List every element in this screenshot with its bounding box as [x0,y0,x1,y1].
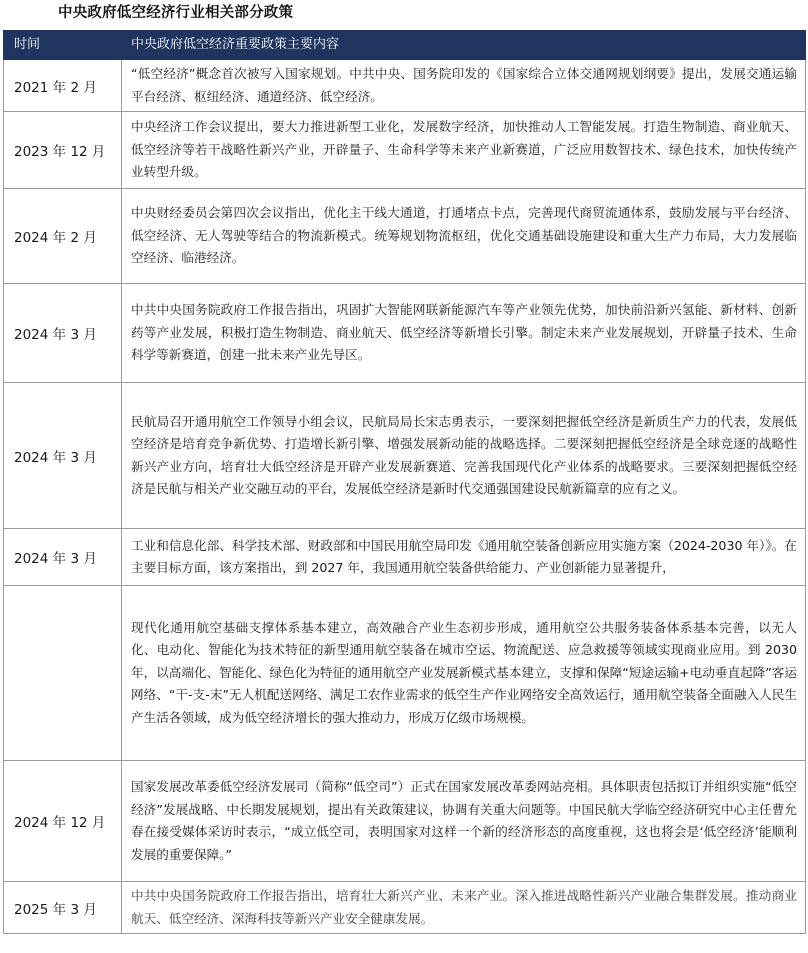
date-cell-empty [4,586,122,761]
date-cell: 2023 年 12 月 [4,112,122,189]
date-cell: 2021 年 2 月 [4,60,122,112]
date-cell: 2024 年 3 月 [4,529,122,586]
table-row [4,60,806,112]
content-cell: 中共中央国务院政府工作报告指出，培育壮大新兴产业、未来产业。深入推进战略性新兴产业融合集群发展。推动商业航天、低空经济、深海科技等新兴产业安全健康发展。 [122,882,806,934]
document-title: 中央政府低空经济行业相关部分政策 [58,5,294,21]
content-cell: 民航局召开通用航空工作领导小组会议，民航局局长宋志勇表示，一要深刻把握低空经济是新质生产力的代表，发展低空经济是培育竞争新优势、打造增长新引擎、增强发展新动能的战略选择。二要深刻把握低空经济是全球竞逐的战略性新兴产业方向，培育壮大低空经济是开辟产业发展新赛道、完善我国现代化产业体系的战略要求。三要深刻把握低空经济是民航与相关产业交融互动的平台，发展低空经济是新时代交通强国建设民航新篇章的应有之义。 [122,383,806,529]
table-row [4,529,806,586]
policy-table [3,30,806,934]
table-row [4,761,806,882]
table-row [4,284,806,383]
content-cell: 工业和信息化部、科学技术部、财政部和中国民用航空局印发《通用航空装备创新应用实施方案（2024-2030 年）》。在主要目标方面，该方案指出，到 2027 年，我国通用航空装备供给能力、产业创新能力显著提升， [122,529,806,586]
table-row [4,112,806,189]
table-row [4,189,806,284]
table-header-row [4,31,806,60]
content-cell: 中共中央国务院政府工作报告指出，巩固扩大智能网联新能源汽车等产业领先优势，加快前沿新兴氢能、新材料、创新药等产业发展，积极打造生物制造、商业航天、低空经济等新增长引擎。制定未来产业发展规划，开辟量子技术、生命科学等新赛道，创建一批未来产业先导区。 [122,284,806,383]
table-row-continuation [4,586,806,761]
date-cell: 2024 年 12 月 [4,761,122,882]
table-row [4,383,806,529]
date-cell: 2024 年 3 月 [4,383,122,529]
content-cell: 现代化通用航空基础支撑体系基本建立，高效融合产业生态初步形成，通用航空公共服务装备体系基本完善，以无人化、电动化、智能化为技术特征的新型通用航空装备在城市空运、物流配送、应急救援等领域实现商业应用。到 2030 年，以高端化、智能化、绿色化为特征的通用航空产业发展新模式基本建立，支撑和保障“短途运输+电动垂直起降”客运网络、“干-支-末”无人机配送网络、满足工农作业需求的低空生产作业网络安全高效运行，通用航空装备全面融入人民生产生活各领域，成为低空经济增长的强大推动力，形成万亿级市场规模。 [122,586,806,761]
table-row [4,882,806,934]
content-cell: 国家发展改革委低空经济发展司（简称“低空司”）正式在国家发展改革委网站亮相。具体职责包括拟订并组织实施“低空经济”发展战略、中长期发展规划，提出有关政策建议，协调有关重大问题等。中国民航大学临空经济研究中心主任曹允春在接受媒体采访时表示，“成立低空司，表明国家对这样一个新的经济形态的高度重视，这也将会是‘低空经济’能顺利发展的重要保障。” [122,761,806,882]
content-cell: 中央财经委员会第四次会议指出，优化主干线大通道，打通堵点卡点，完善现代商贸流通体系，鼓励发展与平台经济、低空经济、无人驾驶等结合的物流新模式。统筹规划物流枢纽，优化交通基础设施建设和重大生产力布局，大力发展临空经济、临港经济。 [122,189,806,284]
date-cell: 2024 年 2 月 [4,189,122,284]
column-header-content: 中央政府低空经济重要政策主要内容 [122,31,806,60]
content-cell: “低空经济”概念首次被写入国家规划。中共中央、国务院印发的《国家综合立体交通网规划纲要》提出，发展交通运输平台经济、枢纽经济、通道经济、低空经济。 [122,60,806,112]
date-cell: 2024 年 3 月 [4,284,122,383]
date-cell: 2025 年 3 月 [4,882,122,934]
content-cell: 中央经济工作会议提出，要大力推进新型工业化，发展数字经济，加快推动人工智能发展。打造生物制造、商业航天、低空经济等若干战略性新兴产业，开辟量子、生命科学等未来产业新赛道，广泛应用数智技术、绿色技术，加快传统产业转型升级。 [122,112,806,189]
column-header-date: 时间 [4,31,122,60]
